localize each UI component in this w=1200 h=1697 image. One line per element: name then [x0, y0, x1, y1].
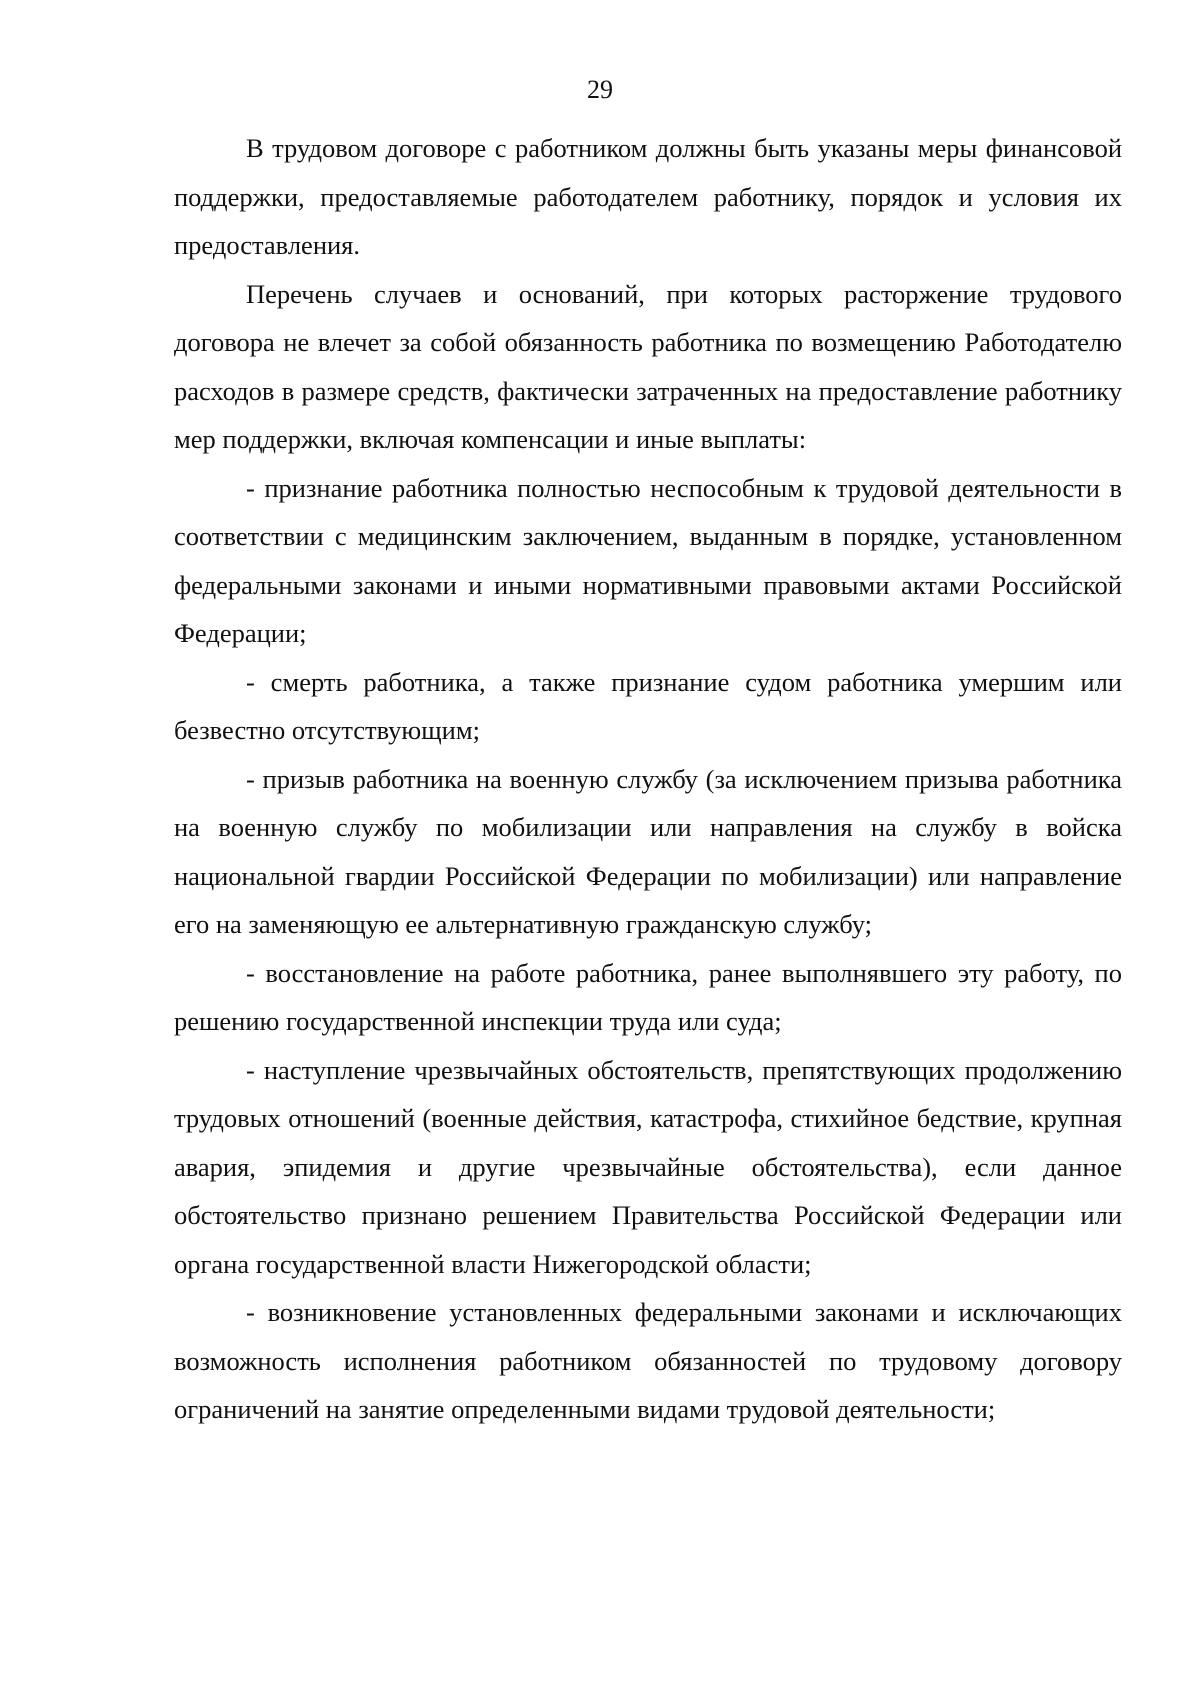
paragraph-cases-list-intro: Перечень случаев и оснований, при которых расторжение трудового договора не влечет за собой обязанность работника по возмещению Работодателю расходов в размере средств, фактически затраченных на предоставление работнику мер поддержки, включая компенсации и иные выплаты:: [174, 278, 1122, 454]
list-item-military-conscription: - призыв работника на военную службу (за исключением призыва работника на военную службу по мобилизации или направления на службу в войска национальной гвардии Российской Федерации по мобилизации) или направление его на заменяющую ее альтернативную гражданскую службу;: [174, 763, 1122, 939]
list-item-activity-restrictions: - возникновение установленных федеральными законами и исключающих возможность исполнения работником обязанностей по трудовому договору ограничений на занятие определенными видами трудовой деятельности;: [174, 1297, 1122, 1424]
list-item-emergency-circumstances: - наступление чрезвычайных обстоятельств, препятствующих продолжению трудовых отношений (военные действия, катастрофа, стихийное бедствие, крупная авария, эпидемия и другие чрезвычайные обстоятельства), если данное обстоятельство признано решением Правительства Российской Федерации или органа государственной власти Нижегородской области;: [174, 1054, 1122, 1279]
list-item-death: - смерть работника, а также признание судом работника умершим или безвестно отсутствующим;: [174, 666, 1122, 745]
document-body: [174, 124, 1122, 1434]
list-item-incapacity: - признание работника полностью неспособным к трудовой деятельности в соответствии с медицинским заключением, выданным в порядке, установленном федеральными законами и иными нормативными правовыми актами Российской Федерации;: [174, 472, 1122, 648]
list-item-reinstatement: - восстановление на работе работника, ранее выполнявшего эту работу, по решению государственной инспекции труда или суда;: [174, 957, 1122, 1036]
page-number: 29: [587, 75, 613, 104]
paragraph-financial-support-terms: В трудовом договоре с работником должны быть указаны меры финансовой поддержки, предоставляемые работодателем работнику, порядок и условия их предоставления.: [174, 133, 1122, 260]
